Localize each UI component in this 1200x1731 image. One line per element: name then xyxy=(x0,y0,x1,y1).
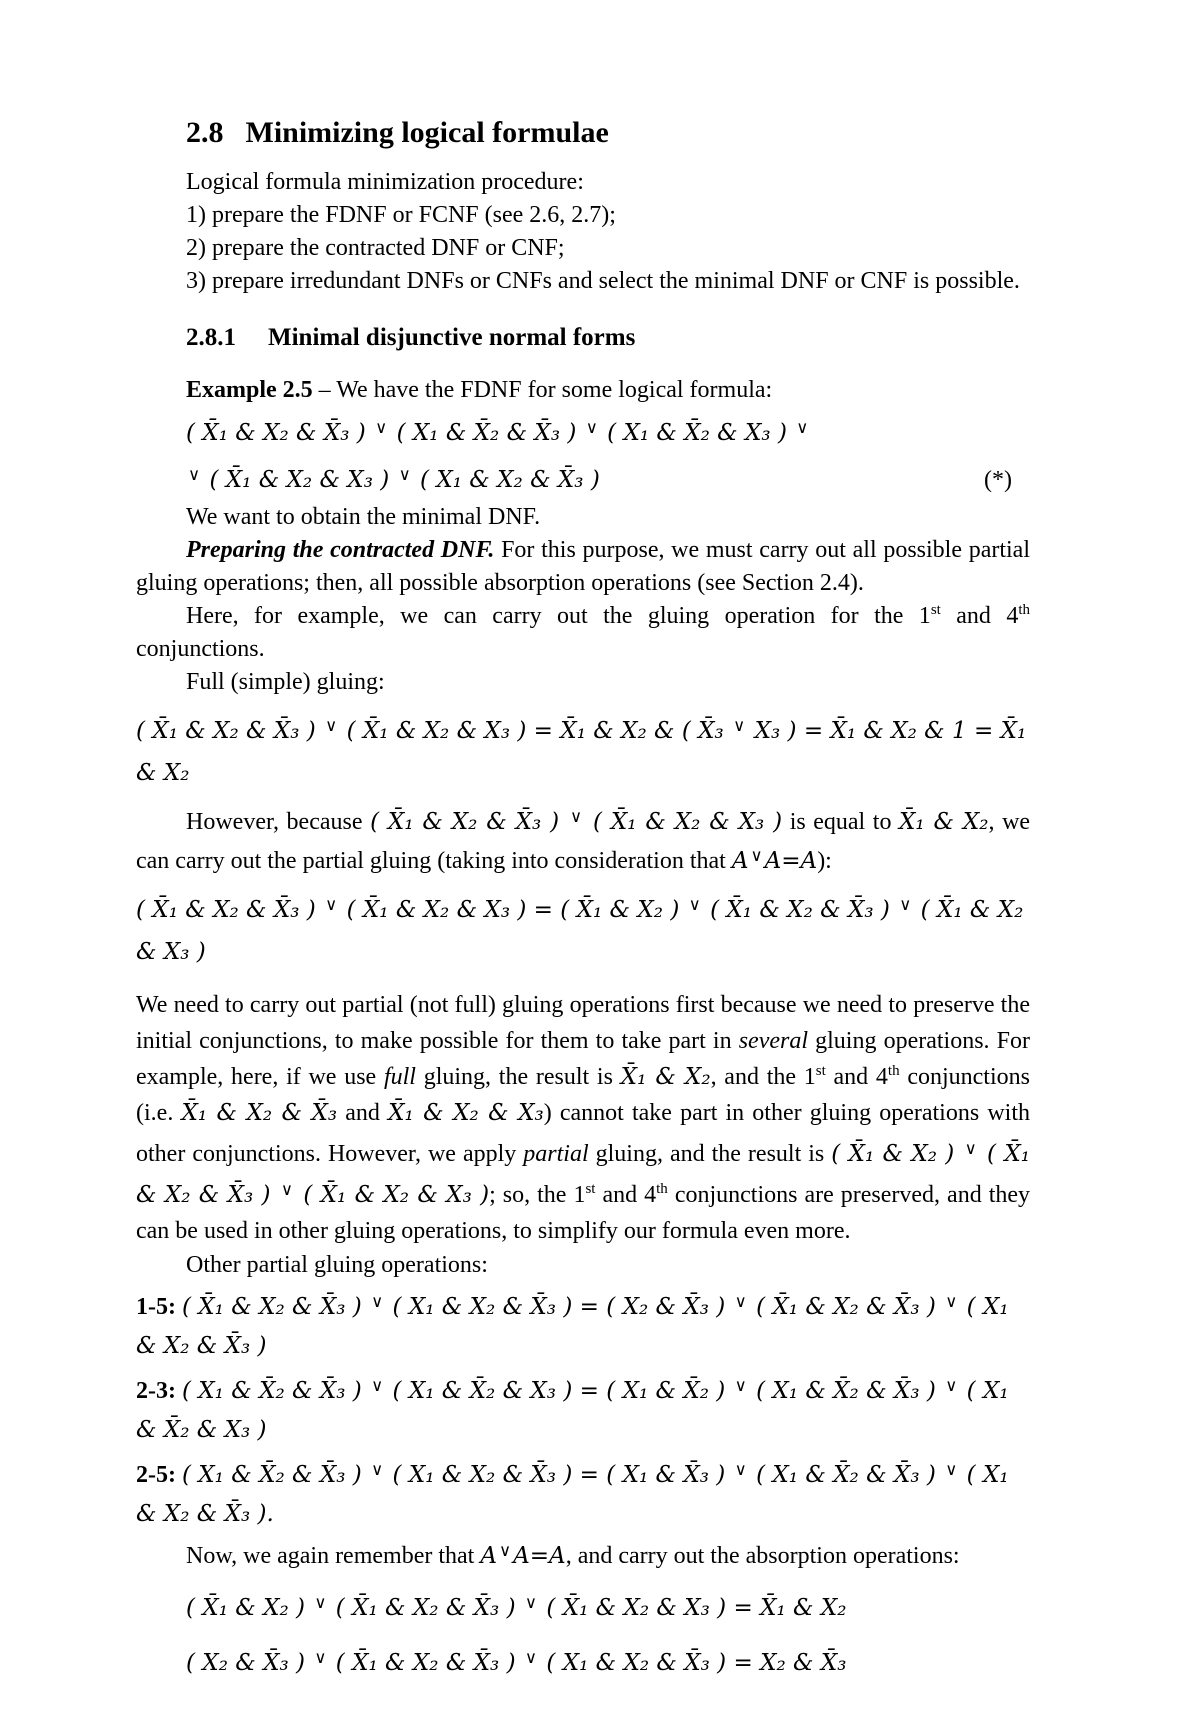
procedure-step-2: 2) prepare the contracted DNF or CNF; xyxy=(186,235,565,261)
other-gluing-label: Other partial gluing operations: xyxy=(186,1252,488,1278)
paragraph-however: However, because ( X̄₁ & X₂ & X̄₃ ) ∨ ( X̄₁ & X₂ & X₃ ) is equal to X̄₁ & X₂, we can carry out the partial gluing (taking into consideration that A ∨A=A): xyxy=(136,807,1031,874)
section-heading xyxy=(136,114,1030,152)
example-intro: Example 2.5 – We have the FDNF for some logical formula: xyxy=(186,377,773,403)
full-gluing-formula: ( X̄₁ & X₂ & X̄₃ ) ∨ ( X̄₁ & X₂ & X₃ ) = X̄₁ & X₂ & ( X̄₃ ∨ X₃ ) = X̄₁ & X₂ & 1 = X̄₁ & X₂ xyxy=(136,716,1027,786)
absorption-formula-1: ( X̄₁ & X₂ ) ∨ ( X̄₁ & X₂ & X̄₃ ) ∨ ( X̄₁ & X₂ & X₃ ) = X̄₁ & X₂ xyxy=(186,1593,847,1621)
paragraph-preparing-contracted-dnf: Preparing the contracted DNF. For this purpose, we must carry out all possible partial gluing operations; then, all possible absorption operations (see Section 2.4). xyxy=(136,537,1031,596)
fdnf-formula-line-2 xyxy=(136,454,1030,501)
section-title: Minimizing logical formulae xyxy=(245,116,609,149)
absorption-formula-2: ( X₂ & X̄₃ ) ∨ ( X̄₁ & X₂ & X̄₃ ) ∨ ( X₁ & X₂ & X̄₃ ) = X₂ & X̄₃ xyxy=(186,1648,847,1676)
paragraph-here-gluing: Here, for example, we can carry out the gluing operation for the 1st and 4th conjunctions. xyxy=(136,602,1030,662)
formula-star-label: (*) xyxy=(984,467,1012,493)
procedure-step-1: 1) prepare the FDNF or FCNF (see 2.6, 2.7); xyxy=(186,202,616,228)
paragraph-want-minimal-dnf: We want to obtain the minimal DNF. xyxy=(186,504,541,530)
paragraph-need-partial-gluing: We need to carry out partial (not full) gluing operations first because we need to preserve the initial conjunctions, to make possible for them to take part in several gluing operations. For example, here, if we use full gluing, the result is X̄₁ & X₂, and the 1st and 4th conjunctions (i.e. X̄₁ & X₂ & X̄₃ and X̄₁ & X₂ & X₃) cannot take part in other gluing operations with other conjunctions. However, we apply partial gluing, and the result is ( X̄₁ & X₂ ) ∨ ( X̄₁ & X₂ & X̄₃ ) ∨ ( X̄₁ & X₂ & X₃ ); so, the 1st and 4th conjunctions are preserved, and they can be used in other gluing operations, to simplify our formula even more. xyxy=(136,992,1031,1244)
gluing-op-2-5: 2-5: ( X₁ & X̄₂ & X̄₃ ) ∨ ( X₁ & X₂ & X̄₃ ) = ( X₁ & X̄₃ ) ∨ ( X₁ & X̄₂ & X̄₃ ) ∨ ( X₁ & X₂ & X̄₃ ). xyxy=(136,1460,1009,1527)
partial-gluing-formula: ( X̄₁ & X₂ & X̄₃ ) ∨ ( X̄₁ & X₂ & X₃ ) = ( X̄₁ & X₂ ) ∨ ( X̄₁ & X₂ & X̄₃ ) ∨ ( X̄₁ & X₂ & X₃ ) xyxy=(136,895,1024,965)
gluing-op-2-3: 2-3: ( X₁ & X̄₂ & X̄₃ ) ∨ ( X₁ & X̄₂ & X₃ ) = ( X₁ & X̄₂ ) ∨ ( X₁ & X̄₂ & X̄₃ ) ∨ ( X₁ & X̄₂ & X₃ ) xyxy=(136,1376,1009,1443)
paragraph-procedure-intro: Logical formula minimization procedure: xyxy=(186,169,584,195)
subsection-title: Minimal disjunctive normal forms xyxy=(268,324,636,351)
subsection-number: 2.8.1 xyxy=(186,324,236,351)
subsection-heading xyxy=(136,322,1030,354)
fdnf-formula-line-2-text: ∨ ( X̄₁ & X₂ & X₃ ) ∨ ( X₁ & X₂ & X̄₃ ) xyxy=(188,465,600,493)
section-number: 2.8 xyxy=(186,116,224,149)
full-gluing-label: Full (simple) gluing: xyxy=(186,669,385,695)
procedure-step-3: 3) prepare irredundant DNFs or CNFs and select the minimal DNF or CNF is possible. xyxy=(186,268,1020,294)
fdnf-formula xyxy=(136,407,1030,501)
paragraph-absorption-intro: Now, we again remember that A ∨A=A, and carry out the absorption operations: xyxy=(186,1541,960,1569)
gluing-op-1-5: 1-5: ( X̄₁ & X₂ & X̄₃ ) ∨ ( X₁ & X₂ & X̄₃ ) = ( X₂ & X̄₃ ) ∨ ( X̄₁ & X₂ & X̄₃ ) ∨ ( X₁ & X₂ & X̄₃ ) xyxy=(136,1292,1009,1359)
fdnf-formula-line-1: ( X̄₁ & X₂ & X̄₃ ) ∨ ( X₁ & X̄₂ & X̄₃ ) ∨ ( X₁ & X̄₂ & X₃ ) ∨ xyxy=(186,418,809,446)
